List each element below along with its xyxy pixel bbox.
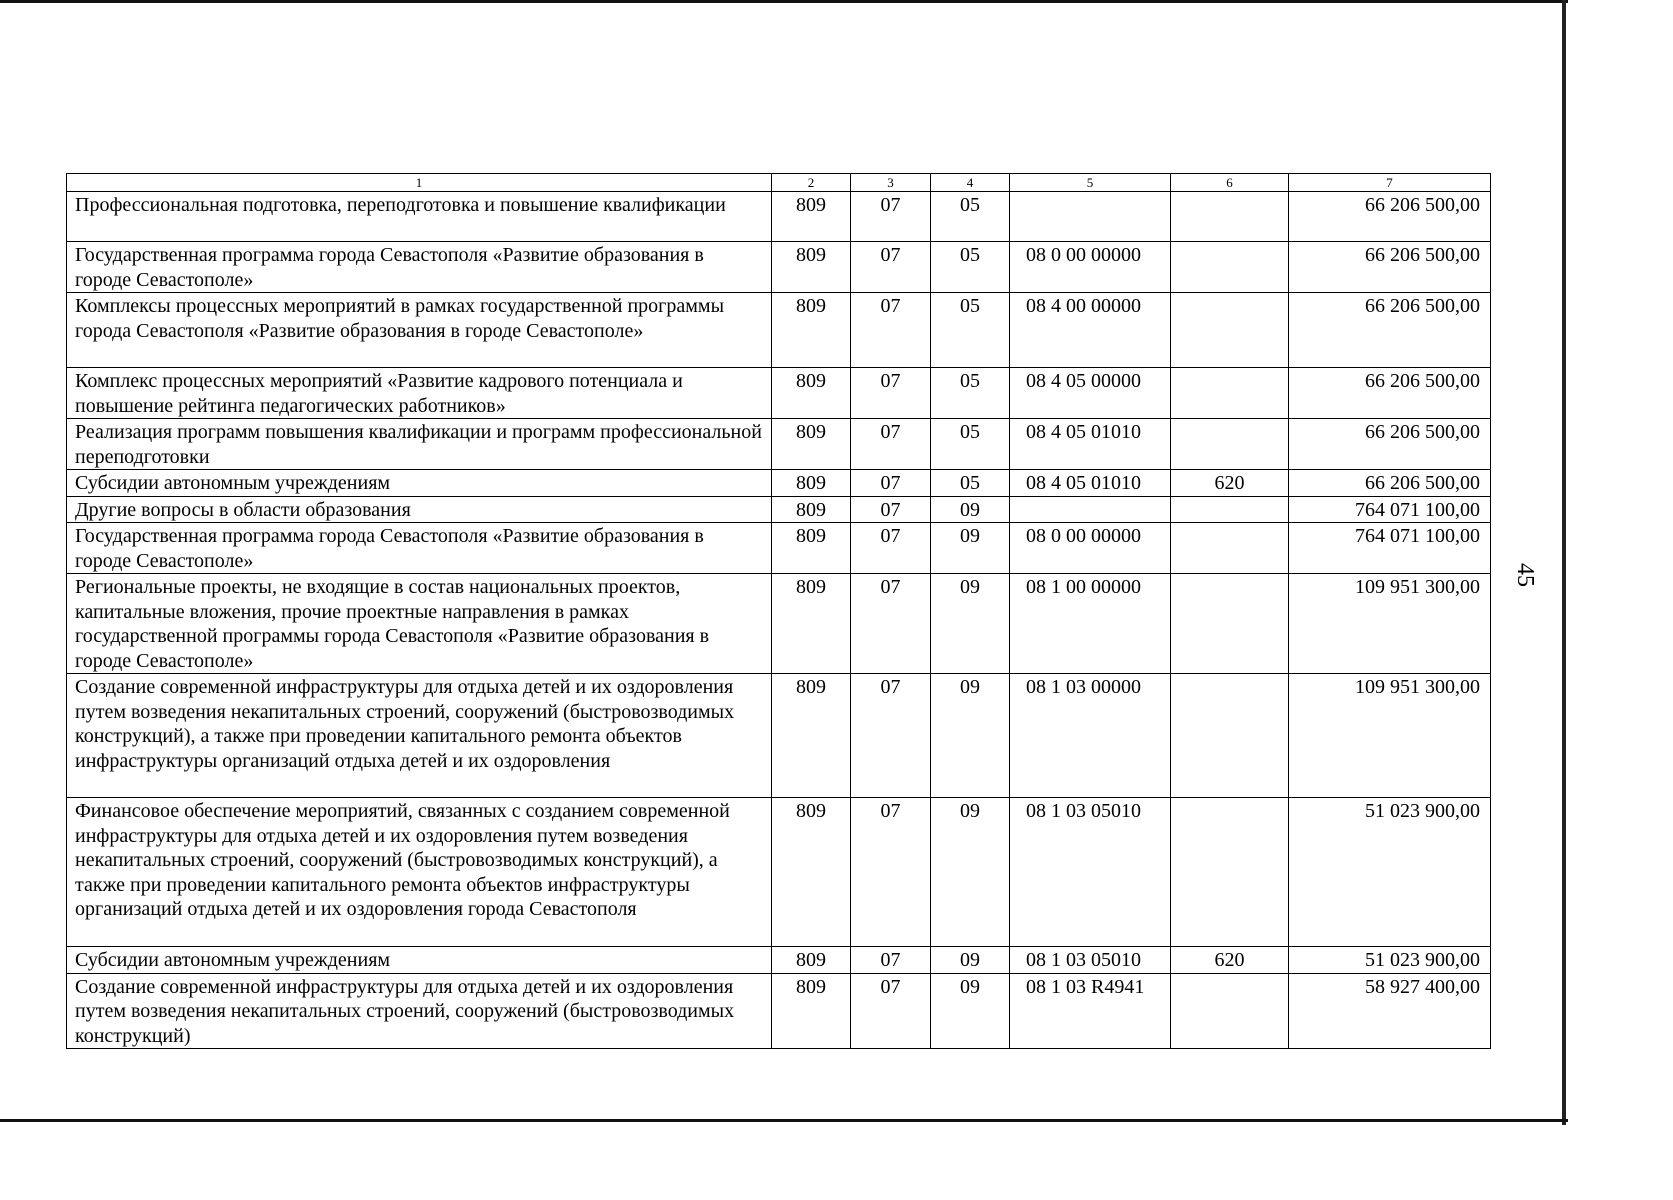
row-ministry-code: 809	[772, 674, 851, 798]
row-name: Комплекс процессных мероприятий «Развитие кадрового потенциала и повышение рейтинга педагогических работников»	[67, 368, 772, 419]
row-expense-type	[1171, 192, 1289, 242]
row-target-article: 08 1 03 R4941	[1010, 973, 1171, 1049]
row-amount: 66 206 500,00	[1289, 192, 1491, 242]
row-name: Финансовое обеспечение мероприятий, связанных с созданием современной инфраструктуры для отдыха детей и их оздоровления путем возведения некапитальных строений, сооружений (быстровозводимых конструкций), а также при проведении капитального ремонта объектов инфраструктуры организаций отдыха детей и их оздоровления города Севастополя	[67, 798, 772, 947]
row-amount: 109 951 300,00	[1289, 674, 1491, 798]
header-col-2: 2	[772, 174, 851, 192]
header-col-3: 3	[851, 174, 931, 192]
row-target-article: 08 4 05 01010	[1010, 419, 1171, 470]
row-target-article: 08 4 05 01010	[1010, 470, 1171, 497]
row-name: Региональные проекты, не входящие в состав национальных проектов, капитальные вложения, прочие проектные направления в рамках государственной программы города Севастополя «Развитие образования в городе Севастополе»	[67, 574, 772, 674]
row-section-code: 07	[851, 293, 931, 368]
row-section-code: 07	[851, 798, 931, 947]
page-number: 45	[1512, 563, 1538, 587]
scan-border-right	[1562, 0, 1566, 1125]
row-expense-type	[1171, 368, 1289, 419]
table-row	[67, 419, 1491, 470]
row-ministry-code: 809	[772, 574, 851, 674]
scan-border-top	[0, 0, 1568, 3]
row-amount: 51 023 900,00	[1289, 798, 1491, 947]
row-expense-type	[1171, 496, 1289, 523]
row-name: Комплексы процессных мероприятий в рамках государственной программы города Севастополя «Развитие образования в городе Севастополе»	[67, 293, 772, 368]
row-subsection-code: 09	[931, 496, 1010, 523]
row-name: Создание современной инфраструктуры для отдыха детей и их оздоровления путем возведения некапитальных строений, сооружений (быстровозводимых конструкций), а также при проведении капитального ремонта объектов инфраструктуры организаций отдыха детей и их оздоровления	[67, 674, 772, 798]
row-subsection-code: 05	[931, 293, 1010, 368]
row-subsection-code: 05	[931, 242, 1010, 293]
row-expense-type	[1171, 242, 1289, 293]
row-section-code: 07	[851, 419, 931, 470]
row-subsection-code: 05	[931, 192, 1010, 242]
row-target-article: 08 1 03 05010	[1010, 798, 1171, 947]
row-expense-type	[1171, 798, 1289, 947]
table-body	[67, 192, 1491, 1049]
row-name: Субсидии автономным учреждениям	[67, 470, 772, 497]
row-name: Реализация программ повышения квалификации и программ профессиональной переподготовки	[67, 419, 772, 470]
row-ministry-code: 809	[772, 293, 851, 368]
row-amount: 66 206 500,00	[1289, 470, 1491, 497]
row-expense-type	[1171, 973, 1289, 1049]
row-amount: 109 951 300,00	[1289, 574, 1491, 674]
table-row	[67, 368, 1491, 419]
row-amount: 764 071 100,00	[1289, 523, 1491, 574]
row-ministry-code: 809	[772, 973, 851, 1049]
row-name: Субсидии автономным учреждениям	[67, 947, 772, 974]
row-target-article: 08 4 00 00000	[1010, 293, 1171, 368]
row-section-code: 07	[851, 368, 931, 419]
header-row	[67, 174, 1491, 192]
row-section-code: 07	[851, 242, 931, 293]
row-target-article: 08 0 00 00000	[1010, 523, 1171, 574]
row-target-article: 08 1 00 00000	[1010, 574, 1171, 674]
row-ministry-code: 809	[772, 368, 851, 419]
row-expense-type: 620	[1171, 947, 1289, 974]
row-target-article	[1010, 192, 1171, 242]
row-ministry-code: 809	[772, 947, 851, 974]
budget-table	[66, 173, 1491, 1049]
table-row	[67, 523, 1491, 574]
row-ministry-code: 809	[772, 242, 851, 293]
row-ministry-code: 809	[772, 419, 851, 470]
row-subsection-code: 09	[931, 973, 1010, 1049]
row-name: Государственная программа города Севастополя «Развитие образования в городе Севастополе»	[67, 242, 772, 293]
table-row	[67, 496, 1491, 523]
row-subsection-code: 09	[931, 523, 1010, 574]
row-expense-type: 620	[1171, 470, 1289, 497]
row-ministry-code: 809	[772, 470, 851, 497]
table-row	[67, 470, 1491, 497]
row-expense-type	[1171, 293, 1289, 368]
row-expense-type	[1171, 574, 1289, 674]
row-name: Государственная программа города Севастополя «Развитие образования в городе Севастополе»	[67, 523, 772, 574]
row-section-code: 07	[851, 470, 931, 497]
row-amount: 66 206 500,00	[1289, 368, 1491, 419]
table-row	[67, 674, 1491, 798]
row-subsection-code: 09	[931, 947, 1010, 974]
table-row	[67, 192, 1491, 242]
row-section-code: 07	[851, 973, 931, 1049]
header-col-5: 5	[1010, 174, 1171, 192]
table-row	[67, 947, 1491, 974]
row-section-code: 07	[851, 523, 931, 574]
table-row	[67, 574, 1491, 674]
row-ministry-code: 809	[772, 523, 851, 574]
table-row	[67, 798, 1491, 947]
table-row	[67, 973, 1491, 1049]
row-subsection-code: 09	[931, 574, 1010, 674]
row-target-article: 08 0 00 00000	[1010, 242, 1171, 293]
table-header	[67, 174, 1491, 192]
row-amount: 58 927 400,00	[1289, 973, 1491, 1049]
row-subsection-code: 05	[931, 470, 1010, 497]
header-col-6: 6	[1171, 174, 1289, 192]
row-section-code: 07	[851, 496, 931, 523]
scan-border-bottom	[0, 1119, 1568, 1122]
header-col-1: 1	[67, 174, 772, 192]
row-target-article: 08 1 03 05010	[1010, 947, 1171, 974]
row-expense-type	[1171, 419, 1289, 470]
table-row	[67, 293, 1491, 368]
row-subsection-code: 09	[931, 674, 1010, 798]
row-amount: 51 023 900,00	[1289, 947, 1491, 974]
row-amount: 66 206 500,00	[1289, 293, 1491, 368]
row-target-article: 08 1 03 00000	[1010, 674, 1171, 798]
row-amount: 764 071 100,00	[1289, 496, 1491, 523]
row-expense-type	[1171, 674, 1289, 798]
row-section-code: 07	[851, 574, 931, 674]
table-row	[67, 242, 1491, 293]
row-target-article	[1010, 496, 1171, 523]
row-subsection-code: 05	[931, 368, 1010, 419]
row-expense-type	[1171, 523, 1289, 574]
row-amount: 66 206 500,00	[1289, 242, 1491, 293]
header-col-7: 7	[1289, 174, 1491, 192]
row-section-code: 07	[851, 674, 931, 798]
row-subsection-code: 05	[931, 419, 1010, 470]
row-name: Профессиональная подготовка, переподготовка и повышение квалификации	[67, 192, 772, 242]
row-name: Создание современной инфраструктуры для отдыха детей и их оздоровления путем возведения некапитальных строений, сооружений (быстровозводимых конструкций)	[67, 973, 772, 1049]
row-amount: 66 206 500,00	[1289, 419, 1491, 470]
row-section-code: 07	[851, 947, 931, 974]
header-col-4: 4	[931, 174, 1010, 192]
row-ministry-code: 809	[772, 496, 851, 523]
row-name: Другие вопросы в области образования	[67, 496, 772, 523]
row-ministry-code: 809	[772, 798, 851, 947]
row-section-code: 07	[851, 192, 931, 242]
row-subsection-code: 09	[931, 798, 1010, 947]
row-target-article: 08 4 05 00000	[1010, 368, 1171, 419]
row-ministry-code: 809	[772, 192, 851, 242]
